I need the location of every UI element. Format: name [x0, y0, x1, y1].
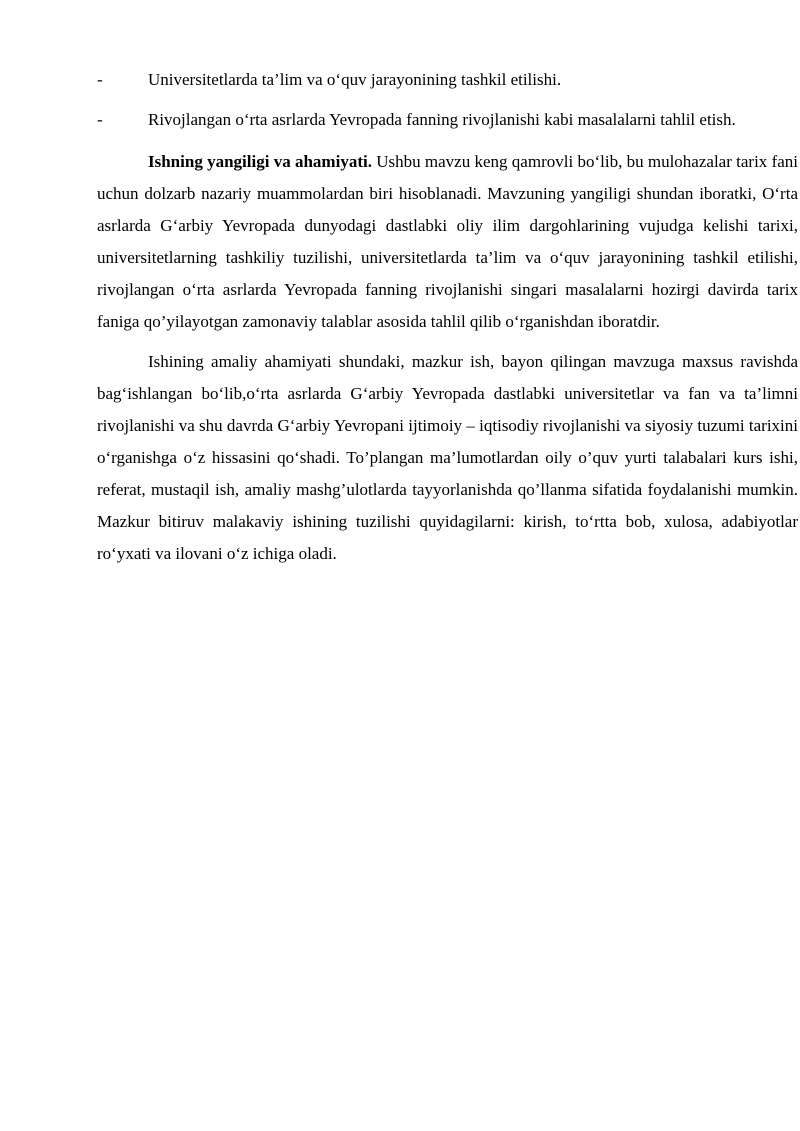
document-page: [97, 64, 798, 570]
list-item-text: Rivojlangan o‘rta asrlarda Yevropada fanning rivojlanishi kabi masalalarni tahlil etish.: [148, 110, 736, 129]
list-item-text: Universitetlarda ta’lim va o‘quv jarayonining tashkil etilishi.: [148, 70, 562, 89]
list-item: [97, 64, 798, 96]
paragraph-heading: Ishning yangiligi va ahamiyati.: [148, 152, 372, 171]
paragraph-novelty: [97, 146, 798, 338]
list-bullet: -: [97, 70, 103, 89]
list-bullet: -: [97, 110, 103, 129]
paragraph-text: Ushbu mavzu keng qamrovli bo‘lib, bu mulohazalar tarix fani uchun dolzarb nazariy muammolardan biri hisoblanadi. Mavzuning yangiligi shundan iboratki, O‘rta asrlarda G‘arbiy Yevropada dunyodagi dastlabki oliy ilim dargohlarining vujudga kelishi tarixi, universitetlarning tashkiliy tuzilishi, universitetlarda ta’lim va o‘quv jarayonining tashkil etilishi, rivojlangan o‘rta asrlarda Yevropada fanning rivojlanishi singari masalalarni hozirgi davirda tarix faniga qo’yilayotgan zamonaviy talablar asosida tahlil qilib o‘rganishdan iboratdir.: [97, 152, 798, 331]
paragraph-practical: [97, 346, 798, 570]
list-item: [97, 104, 798, 136]
paragraph-text: Ishining amaliy ahamiyati shundaki, mazkur ish, bayon qilingan mavzuga maxsus ravishda bag‘ishlangan bo‘lib,o‘rta asrlarda G‘arbiy Yevropada dastlabki universitetlar va fan va ta’limni rivojlanishi va shu davrda G‘arbiy Yevropani ijtimoiy – iqtisodiy rivojlanishi va siyosiy tuzumi tarixini o‘rganishga o‘z hissasini qo‘shadi. To’plangan ma’lumotlardan oily o’quv yurti talabalari kurs ishi, referat, mustaqil ish, amaliy mashg’ulotlarda tayyorlanishda qo’llanma sifatida foydalanishi mumkin. Mazkur bitiruv malakaviy ishining tuzilishi quyidagilarni: kirish, to‘rtta bob, xulosa, adabiyotlar ro‘yxati va ilovani o‘z ichiga oladi.: [97, 352, 798, 563]
